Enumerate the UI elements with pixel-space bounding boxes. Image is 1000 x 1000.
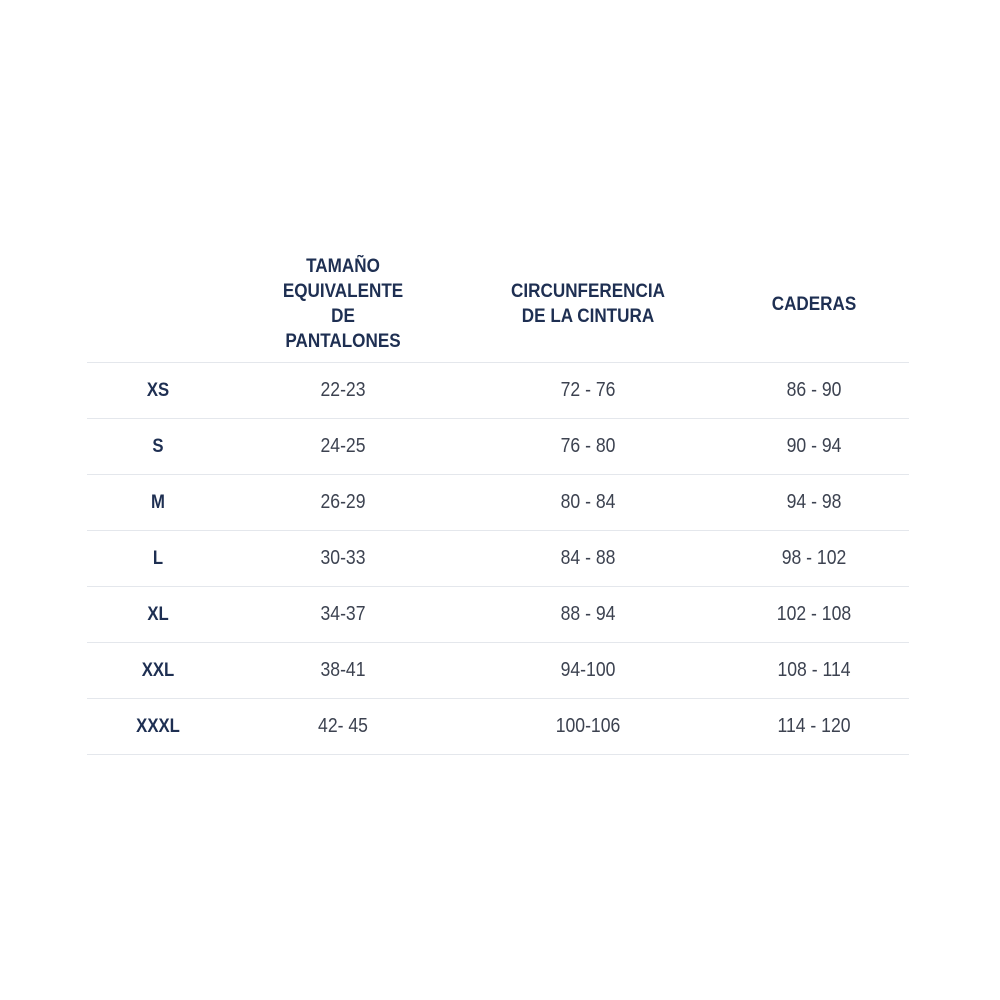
- table-row: [87, 363, 909, 419]
- hips-cell: 98 - 102: [781, 547, 847, 569]
- hips-cell: 102 - 108: [776, 603, 852, 625]
- size-cell: L: [152, 547, 164, 569]
- size-cell: M: [151, 491, 165, 513]
- table-row: [87, 531, 909, 587]
- waist-cell: 72 - 76: [560, 379, 616, 401]
- table-row: [87, 587, 909, 643]
- header-pants-line: PANTALONES: [285, 331, 401, 352]
- table-row: [87, 475, 909, 531]
- header-pants-line: EQUIVALENTE: [282, 281, 404, 302]
- size-cell: XXL: [141, 659, 175, 681]
- waist-cell: 76 - 80: [560, 435, 616, 457]
- pants-cell: 34-37: [320, 603, 366, 625]
- header-size: [94, 246, 222, 362]
- header-waist-line: CIRCUNFERENCIA: [511, 281, 665, 302]
- table-header-row: [87, 246, 909, 363]
- size-cell: XXXL: [136, 715, 180, 737]
- waist-cell: 94-100: [560, 659, 616, 681]
- pants-cell: 24-25: [320, 435, 366, 457]
- pants-cell: 30-33: [320, 547, 366, 569]
- header-pants-line: DE: [331, 306, 355, 327]
- size-chart-table: [87, 246, 909, 755]
- header-pants-size: [240, 246, 445, 362]
- header-waist: [470, 246, 706, 362]
- pants-cell: 22-23: [320, 379, 366, 401]
- pants-cell: 26-29: [320, 491, 366, 513]
- waist-cell: 100-106: [555, 715, 621, 737]
- hips-cell: 90 - 94: [786, 435, 842, 457]
- waist-cell: 80 - 84: [560, 491, 616, 513]
- table-row: [87, 643, 909, 699]
- size-cell: XL: [147, 603, 169, 625]
- header-hips: [729, 246, 900, 362]
- hips-cell: 86 - 90: [786, 379, 842, 401]
- waist-cell: 88 - 94: [560, 603, 616, 625]
- size-cell: S: [152, 435, 164, 457]
- header-waist-line: DE LA CINTURA: [521, 306, 655, 327]
- waist-cell: 84 - 88: [560, 547, 616, 569]
- header-pants-line: TAMAÑO: [306, 256, 380, 277]
- hips-cell: 94 - 98: [786, 491, 842, 513]
- table-row: [87, 419, 909, 475]
- hips-cell: 114 - 120: [777, 715, 851, 737]
- header-hips-line: CADERAS: [771, 293, 857, 315]
- size-cell: XS: [146, 379, 170, 401]
- table-row: [87, 699, 909, 755]
- pants-cell: 42- 45: [318, 715, 368, 737]
- pants-cell: 38-41: [320, 659, 366, 681]
- hips-cell: 108 - 114: [777, 659, 851, 681]
